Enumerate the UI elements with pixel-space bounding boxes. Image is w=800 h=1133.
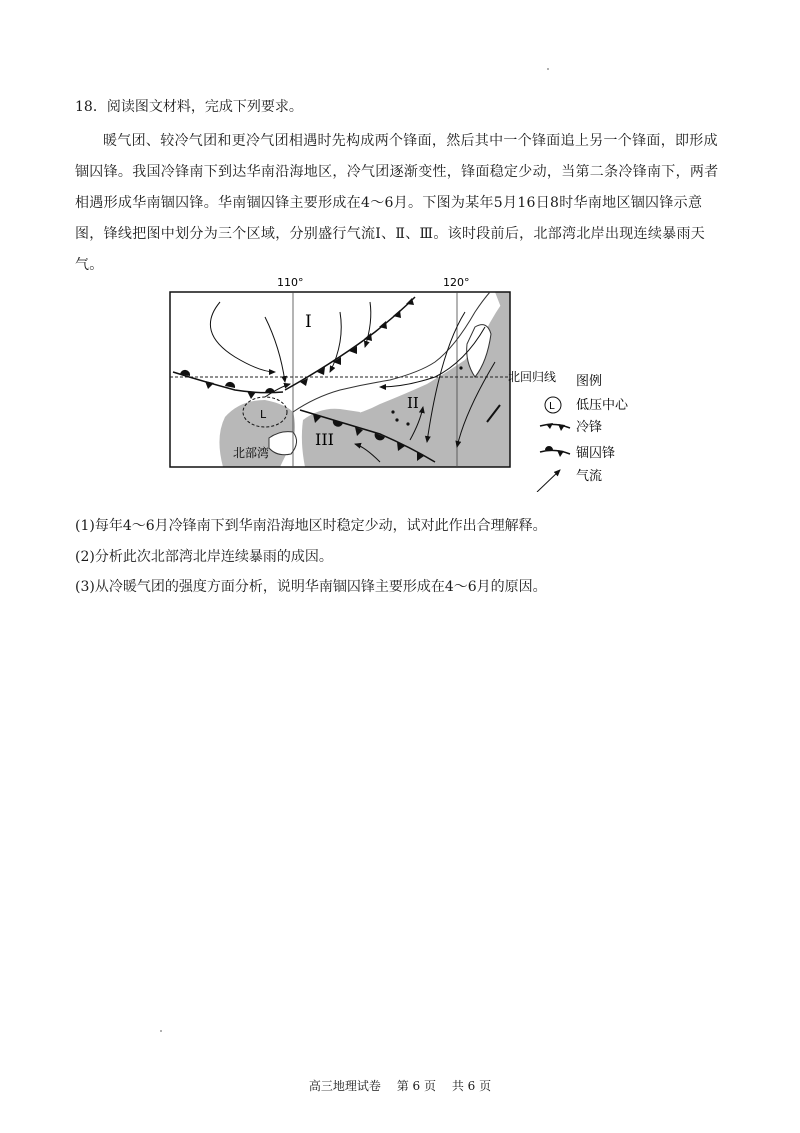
legend-occluded-line bbox=[540, 450, 570, 454]
cold-front-north bbox=[285, 297, 415, 390]
gulf-label: 北部湾 bbox=[233, 446, 270, 460]
legend-occluded-symbols bbox=[545, 446, 564, 457]
occluded-front-west-symbols bbox=[180, 370, 275, 399]
low-marker: L bbox=[260, 408, 267, 421]
hainan-island bbox=[269, 432, 297, 455]
scan-speck bbox=[547, 68, 549, 70]
scan-speck bbox=[160, 1030, 162, 1032]
question-paragraph: 暖气团、较冷气团和更冷气团相遇时先构成两个锋面，然后其中一个锋面追上另一个锋面，即形成锢囚锋。我国冷锋南下到达华南沿海地区，冷气团逐渐变性，锋面稳定少动，当第二条冷锋南下，两者相遇形成华南锢囚锋。华南锢囚锋主要形成在4～6月。下图为某年5月16日8时华南地区锢囚锋示意图，锋线把图中划分为三个区域，分别盛行气流Ⅰ、Ⅱ、Ⅲ。该时段前后，北部湾北岸出现连续暴雨天气。 bbox=[75, 133, 719, 273]
sub-question-3: (3)从冷暖气团的强度方面分析，说明华南锢囚锋主要形成在4～6月的原因。 bbox=[75, 579, 547, 595]
region-label-3: III bbox=[315, 430, 334, 449]
legend-airflow-arrow bbox=[537, 470, 560, 492]
legend-low-label: 低压中心 bbox=[576, 398, 629, 413]
lon-120-label: 120° bbox=[443, 276, 470, 289]
cold-front-north-teeth bbox=[300, 298, 414, 386]
legend-title: 图例 bbox=[576, 374, 603, 389]
legend-cold-front-label: 冷锋 bbox=[576, 420, 603, 435]
sub-question-1: (1)每年4～6月冷锋南下到华南沿海地区时稳定少动，试对此作出合理解释。 bbox=[75, 518, 547, 534]
lon-110-label: 110° bbox=[277, 276, 304, 289]
question-title: 18．阅读图文材料，完成下列要求。 bbox=[75, 99, 303, 115]
region-label-1: I bbox=[305, 312, 312, 332]
page-footer bbox=[0, 1077, 800, 1094]
legend-occluded-label: 锢囚锋 bbox=[576, 446, 616, 461]
footer-subject: 高三地理试卷 bbox=[308, 1079, 381, 1093]
sub-question-2: (2)分析此次北部湾北岸连续暴雨的成因。 bbox=[75, 549, 333, 565]
footer-page: 第 6 页 bbox=[396, 1079, 436, 1093]
legend-low-symbol: L bbox=[549, 401, 555, 412]
region-label-2: II bbox=[407, 394, 419, 412]
tropic-label: 北回归线 bbox=[508, 370, 557, 384]
legend-cold-front-line bbox=[540, 424, 570, 428]
footer-total: 共 6 页 bbox=[451, 1079, 492, 1093]
legend-airflow-label: 气流 bbox=[576, 469, 603, 484]
map-legend bbox=[537, 374, 629, 492]
occluded-front-map bbox=[165, 272, 645, 492]
